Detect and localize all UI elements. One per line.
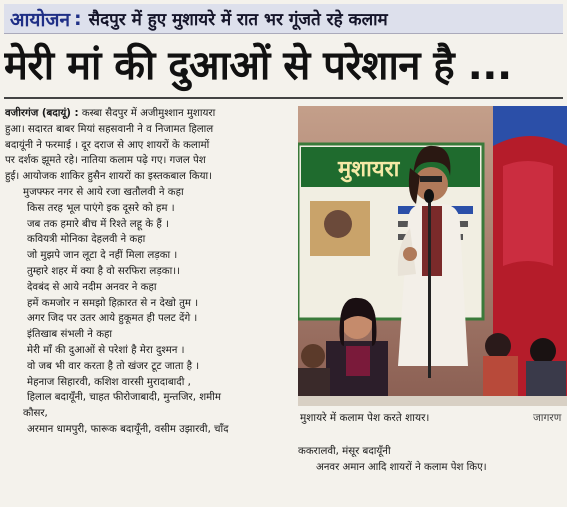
body-line: मुजफ्फर नगर से आये रजा खतौलवी ने कहा bbox=[23, 186, 184, 198]
article-body bbox=[5, 106, 293, 486]
body-line: ककरालवी, मंसूर बदायूँनी bbox=[298, 446, 391, 457]
body-line: हुई। आयोजक शाकिर हुसैन शायरों का इस्तकबाल किया। bbox=[5, 171, 212, 183]
body-line: अरमान धामपुरी, फारूक बदायूँनी, वसीम उझारवी, चाँद bbox=[27, 423, 229, 435]
divider bbox=[4, 97, 563, 99]
verse-line: जब तक हमारे बीच में रिश्ते लहू के हैं । bbox=[27, 218, 169, 230]
body-line: पर दर्शक झूमते रहे। नातिया कलाम पढ़े गए। गजल पेश bbox=[5, 155, 206, 167]
dateline: वजीरगंज (बदायूं) : bbox=[5, 108, 79, 119]
banner-text: मुशायरा bbox=[338, 157, 400, 182]
body-line: इंतिखाब संभली ने कहा bbox=[27, 329, 113, 341]
event-photo-image bbox=[298, 106, 567, 406]
verse-line: हमें कमजोर न समझो हिक़ारत से न देखो तुम । bbox=[27, 297, 199, 309]
kicker-separator: : bbox=[74, 7, 82, 30]
body-line: मेहनाज सिहारवी, कशिश वारसी मुरादाबादी , bbox=[27, 376, 191, 388]
verse-line: जो मुझपे जान लूटा दे नहीं मिला लड़का । bbox=[27, 250, 178, 262]
body-line: अनवर अमान आदि शायरों ने कलाम पेश किए। bbox=[316, 461, 487, 473]
headline: मेरी मां की दुआओं से परेशान है ... bbox=[4, 43, 512, 89]
verse-line: मेरी माँ की दुआओं से परेशां है मेरा दुश्मन । bbox=[27, 344, 185, 356]
body-line: वजीरगंज (बदायूं) : कस्बा सैदपुर में अजीमुश्शान मुशायरा bbox=[5, 108, 216, 119]
subheadline: सैदपुर में हुए मुशायरे में रात भर गूंजते रहे कलाम bbox=[88, 10, 388, 30]
body-line: बदायूंनी ने फरमाई । दूर दराज से आए शायरों के कलामों bbox=[5, 139, 210, 151]
photo-byline: जागरण bbox=[533, 412, 562, 424]
body-line: कौसर, bbox=[23, 408, 48, 420]
body-line: हुआ। सदारत बाबर मियां सहसवानी ने व निजामत हिलाल bbox=[5, 123, 214, 135]
verse-line: अगर जिद पर उतर आये हुकूमत ही पलट देंगे । bbox=[27, 313, 198, 325]
verse-line: किस तरह भूल पाएंगे इक दूसरे को हम । bbox=[27, 202, 175, 214]
photo-caption: मुशायरे में कलाम पेश करते शायर। bbox=[300, 412, 430, 424]
article-continuation bbox=[298, 444, 567, 476]
photo-caption-row bbox=[298, 409, 567, 427]
body-line: कवियत्री मोनिका देहलवी ने कहा bbox=[27, 234, 146, 246]
event-photo bbox=[298, 106, 567, 406]
verse-line: वो जब भी वार करता है तो खंजर टूट जाता है । bbox=[27, 360, 200, 372]
section-kicker: आयोजन bbox=[10, 8, 71, 31]
verse-line: तुम्हारे शहर में क्या है वो सरफिरा लड़का।। bbox=[27, 265, 180, 277]
body-line: हिलाल बदायूँनी, चाहत फीरोजाबादी, मुन्तजिर, शमीम bbox=[27, 392, 221, 404]
kicker-bar bbox=[4, 4, 563, 34]
body-line: देवबंद से आये नदीम अनवर ने कहा bbox=[27, 281, 157, 293]
